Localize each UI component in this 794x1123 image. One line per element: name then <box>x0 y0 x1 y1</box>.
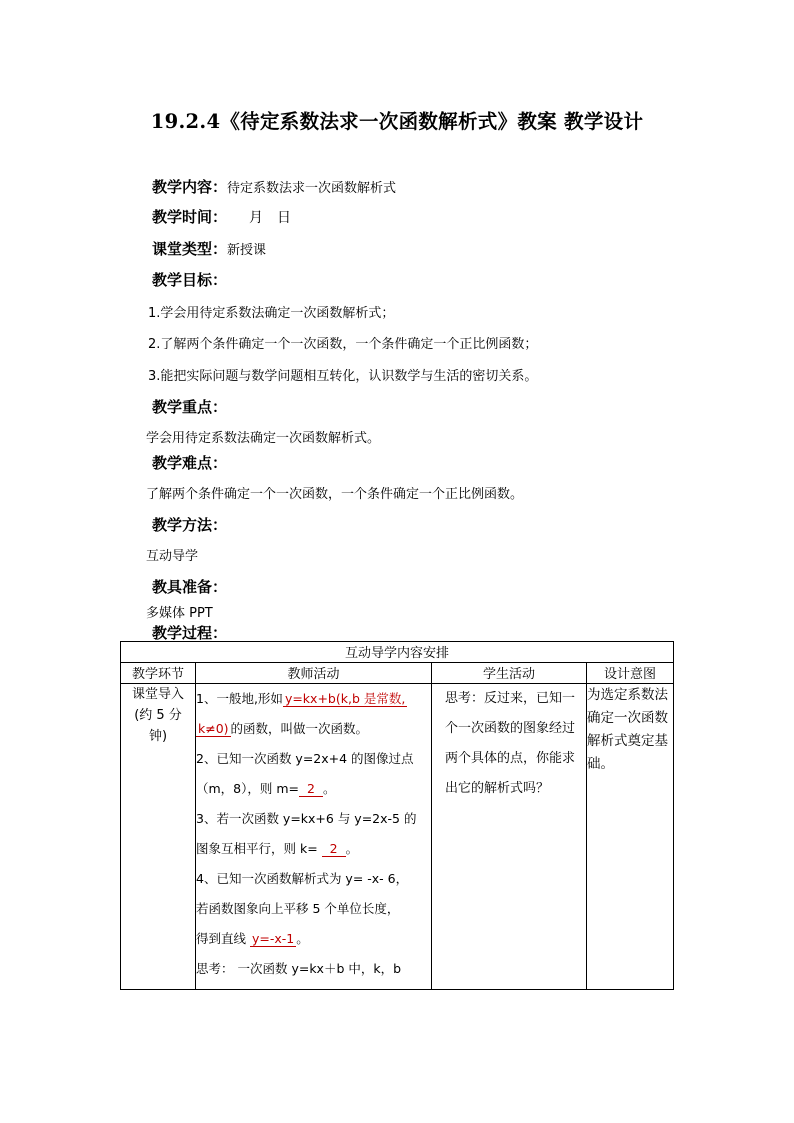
type-label: 课堂类型： <box>152 240 228 258</box>
method-label: 教学方法： <box>152 516 228 534</box>
student-activity-text: 思考：反过来，已知一个一次函数的图象经过两个具体的点，你能求出它的解析式吗？ <box>445 691 576 796</box>
difficulties-label: 教学难点： <box>152 454 228 472</box>
stage-line: (约 5 分 <box>134 708 182 723</box>
difficulties-text: 了解两个条件确定一个一次函数，一个条件确定一个正比例函数。 <box>146 487 524 502</box>
teacher-item-4-cont: 若函数图象向上平移 5 个单位长度， <box>196 901 400 916</box>
answer-blank: k≠0) <box>198 721 229 736</box>
goal-item: 3.能把实际问题与数学问题相互转化，认识数学与生活的密切关系。 <box>148 369 538 384</box>
goals-label: 教学目标： <box>152 271 228 289</box>
method-text: 互动导学 <box>146 549 199 564</box>
header-student: 学生活动 <box>432 663 587 684</box>
type-row <box>152 238 266 259</box>
goals-heading <box>152 269 227 290</box>
goal-item: 2.了解两个条件确定一个一次函数，一个条件确定一个正比例函数； <box>148 337 538 352</box>
teacher-item-4: 4、已知一次函数解析式为 y= -x- 6， <box>196 871 409 886</box>
tools-text: 多媒体 PPT <box>146 606 213 621</box>
header-intent: 设计意图 <box>587 663 674 684</box>
tools-heading <box>152 576 227 597</box>
keypoints-text: 学会用待定系数法确定一次函数解析式。 <box>146 431 381 446</box>
content-row <box>152 176 396 197</box>
teacher-activity-cell <box>196 684 432 990</box>
header-stage: 教学环节 <box>121 663 196 684</box>
time-day: 日 <box>277 210 292 226</box>
teacher-item-4-cont2: 得到直线 y=-x-1 。 <box>196 931 309 946</box>
answer-blank: 2 <box>322 841 346 857</box>
design-intent-text: 为选定系数法确定一次函数解析式奠定基础。 <box>587 687 668 772</box>
method-heading <box>152 514 227 535</box>
stage-line: 钟) <box>148 729 168 744</box>
stage-cell <box>121 684 196 990</box>
design-intent-cell <box>587 684 674 990</box>
teacher-item-2: 2、已知一次函数 y=2x+4 的图像过点 <box>196 751 414 766</box>
process-table <box>120 641 674 990</box>
process-heading <box>152 622 227 643</box>
type-value: 新授课 <box>227 243 267 258</box>
content-value: 待定系数法求一次函数解析式 <box>227 181 397 196</box>
tools-label: 教具准备： <box>152 578 228 596</box>
time-row <box>152 206 291 227</box>
process-label: 教学过程： <box>152 624 228 642</box>
teacher-item-1-cont: k≠0) 的函数，叫做一次函数。 <box>198 721 369 736</box>
keypoints-heading <box>152 396 227 417</box>
stage-line: 课堂导入 <box>131 687 184 702</box>
teacher-item-2-cont: （m，8），则 m= 2 。 <box>196 781 336 796</box>
keypoints-label: 教学重点： <box>152 398 228 416</box>
teacher-item-3: 3、若一次函数 y=kx+6 与 y=2x-5 的 <box>196 811 417 826</box>
document-title: 19.2.4《待定系数法求一次函数解析式》教案 教学设计 <box>150 110 644 133</box>
answer-blank: y=kx+b(k,b 是常数, <box>284 691 406 706</box>
teacher-item-3-cont: 图象互相平行，则 k= 2 。 <box>196 841 359 856</box>
time-month: 月 <box>249 210 264 226</box>
header-teacher: 教师活动 <box>196 663 432 684</box>
answer-blank: 2 <box>299 781 323 797</box>
goal-item: 1.学会用待定系数法确定一次函数解析式； <box>148 306 395 321</box>
time-label: 教学时间： <box>152 208 228 226</box>
difficulties-heading <box>152 452 227 473</box>
answer-blank: y=-x-1 <box>252 931 295 946</box>
content-label: 教学内容： <box>152 178 228 196</box>
teacher-item-1: 1、一般地,形如 y=kx+b(k,b 是常数, <box>196 691 406 706</box>
table-caption: 互动导学内容安排 <box>121 642 674 663</box>
teacher-think: 思考： 一次函数 y=kx＋b 中，k，b <box>196 961 402 976</box>
student-activity-cell <box>432 684 587 990</box>
